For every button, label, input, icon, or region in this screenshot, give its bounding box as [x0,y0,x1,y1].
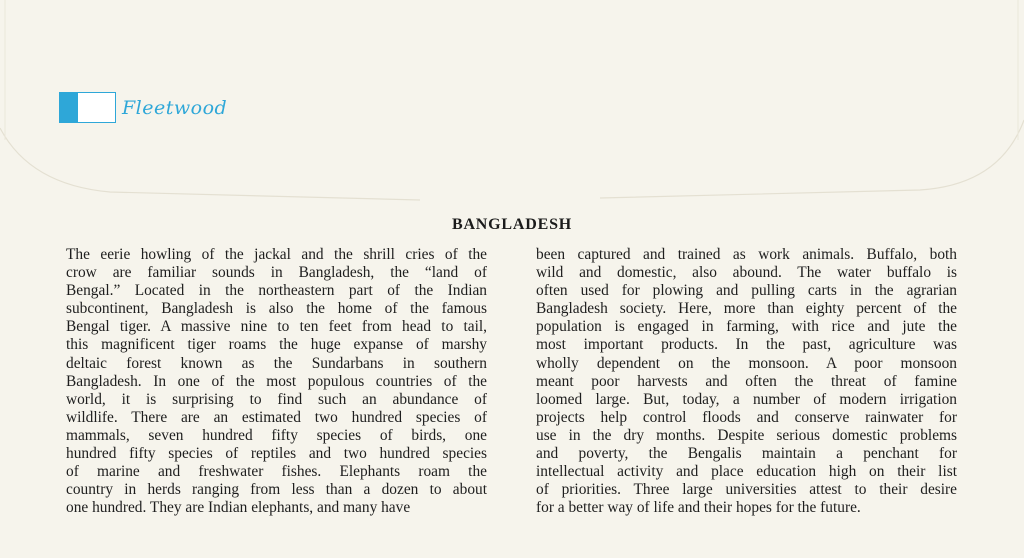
logo-box-icon [59,92,116,123]
article-line: this magnificent tiger roams the huge expanse of marshy [66,336,487,354]
article-line: most important products. In the past, agriculture was [536,336,957,354]
article-line: of priorities. Three large universities attest to their desire [536,481,957,499]
brand-logo [59,92,227,123]
article-line: been captured and trained as work animals. Buffalo, both [536,246,957,263]
article-line: of marine and freshwater fishes. Elephants roam the [66,463,487,481]
article-line: Bengal.” Located in the northeastern part of the Indian [66,282,487,300]
article-line: hundred fifty species of reptiles and two hundred species [66,445,487,463]
article-line: intellectual activity and place education high on their list [536,463,957,481]
article-line: Bengal tiger. A massive nine to ten feet from head to tail, [66,318,487,336]
article-line: and poverty, the Bengalis maintain a penchant for [536,445,957,463]
article-line: world, it is surprising to find such an abundance of [66,390,487,408]
brand-name: Fleetwood [122,96,228,119]
article-line: crow are familiar sounds in Bangladesh, the “land of [66,264,487,282]
article-column-right [536,246,957,517]
article-line: Bangladesh. In one of the most populous countries of the [66,372,487,390]
article-line: wholly dependent on the monsoon. A poor monsoon [536,354,957,372]
article-line: meant poor harvests and often the threat of famine [536,372,957,390]
article-line: wild and domestic, also abound. The water buffalo is [536,264,957,282]
article-column-left [66,246,487,517]
article-line: population is engaged in farming, with rice and jute the [536,318,957,336]
article-line: use in the dry months. Despite serious domestic problems [536,426,957,444]
article-line: subcontinent, Bangladesh is also the home of the famous [66,300,487,318]
article-line: country in herds ranging from less than a dozen to about [66,481,487,499]
article-line: Bangladesh society. Here, more than eighty percent of the [536,300,957,318]
article-line: projects help control floods and conserve rainwater for [536,408,957,426]
article-line: wildlife. There are an estimated two hundred species of [66,408,487,426]
article-line: loomed large. But, today, a number of modern irrigation [536,390,957,408]
article-line: mammals, seven hundred fifty species of birds, one [66,426,487,444]
article-line: deltaic forest known as the Sundarbans in southern [66,354,487,372]
article-line: The eerie howling of the jackal and the shrill cries of the [66,246,487,263]
article-line: for a better way of life and their hopes for the future. [536,499,861,517]
article-line: one hundred. They are Indian elephants, and many have [66,499,411,517]
article-line: often used for plowing and pulling carts in the agrarian [536,282,957,300]
article-title: BANGLADESH [451,216,573,233]
